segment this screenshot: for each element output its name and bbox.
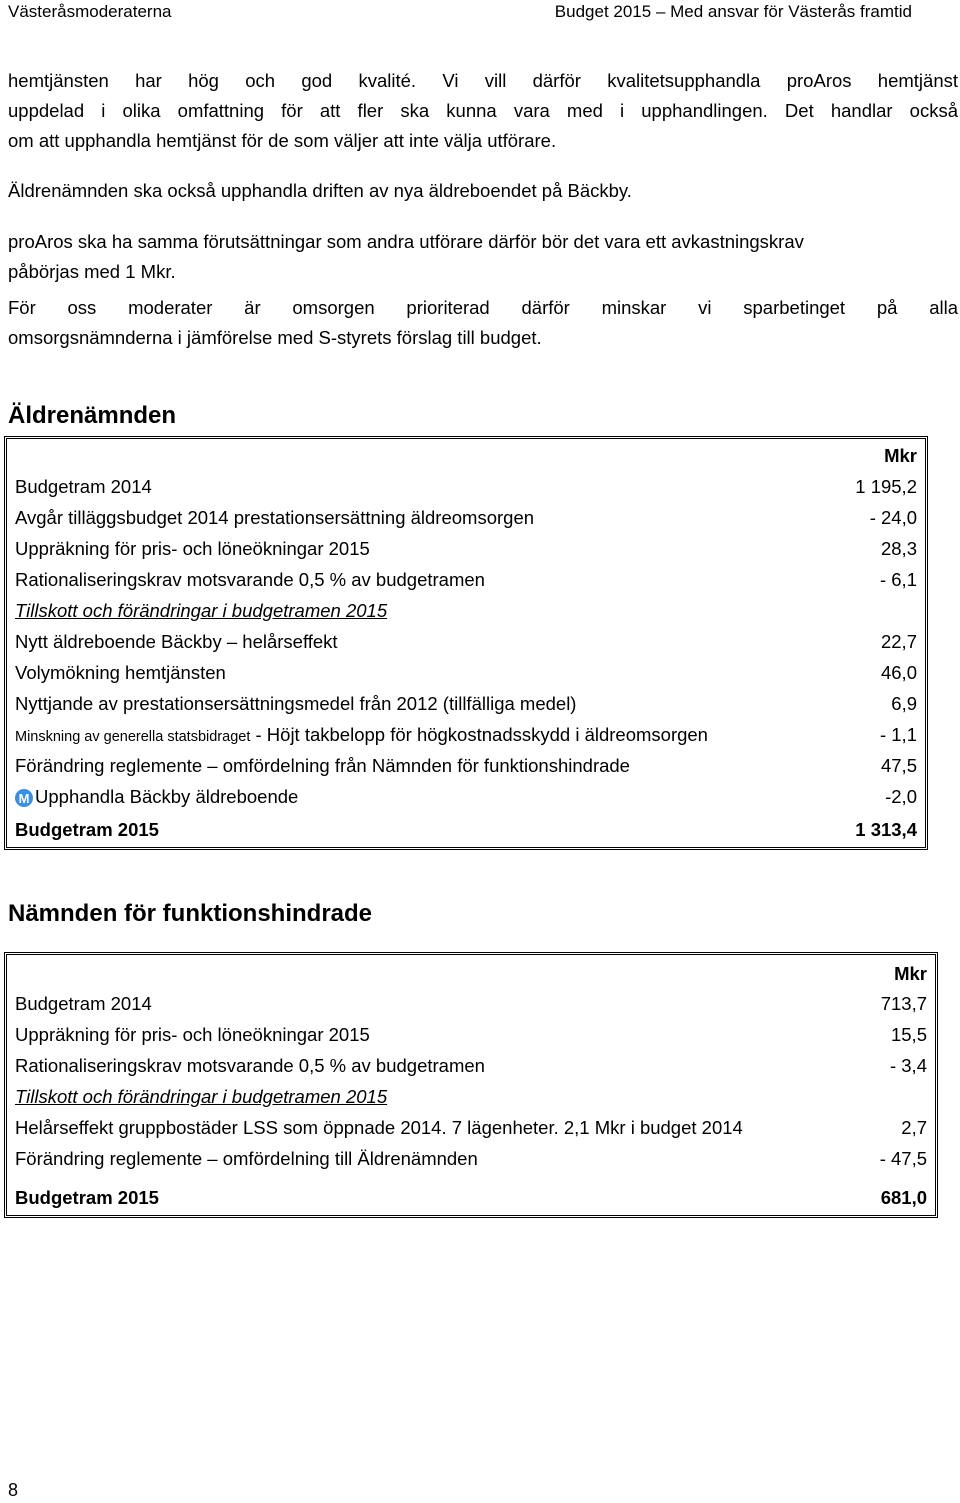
paragraph-4-line-2: omsorgsnämnderna i jämförelse med S-styrets förslag till budget. bbox=[8, 327, 542, 348]
paragraph-1-line-1: hemtjänsten har hög och god kvalité. Vi vill därför kvalitetsupphandla proAros hemtjänst bbox=[8, 70, 958, 91]
paragraph-1 bbox=[8, 66, 958, 156]
row-value: -2,0 bbox=[885, 786, 917, 807]
table-row bbox=[15, 989, 927, 1019]
row-label: Budgetram 2015 bbox=[15, 819, 159, 840]
row-label bbox=[15, 724, 880, 746]
row-label bbox=[15, 786, 885, 808]
table-row bbox=[15, 689, 917, 719]
row-label: Helårseffekt gruppbostäder LSS som öppnade 2014. 7 lägenheter. 2,1 Mkr i budget 2014 bbox=[15, 1117, 743, 1138]
row-value: 15,5 bbox=[890, 1024, 927, 1045]
row-value: - 1,1 bbox=[879, 724, 917, 745]
unit-label: Mkr bbox=[884, 445, 917, 466]
row-value: 22,7 bbox=[880, 631, 917, 652]
paragraph-3 bbox=[8, 227, 958, 287]
page-header bbox=[8, 2, 912, 26]
table-row bbox=[15, 565, 917, 595]
row-label: Budgetram 2014 bbox=[15, 476, 152, 497]
table-row bbox=[15, 503, 917, 533]
row-subheading: Tillskott och förändringar i budgetramen 2015 bbox=[15, 600, 388, 621]
row-label: Budgetram 2015 bbox=[15, 1187, 159, 1208]
row-value: - 6,1 bbox=[879, 569, 917, 590]
row-label: Förändring reglemente – omfördelning från Nämnden för funktionshindrade bbox=[15, 755, 630, 776]
aldre-budget-table bbox=[4, 436, 928, 850]
paragraph-2 bbox=[8, 176, 958, 206]
row-value: - 47,5 bbox=[879, 1148, 927, 1169]
table-row bbox=[15, 751, 917, 781]
row-value: 46,0 bbox=[880, 662, 917, 683]
paragraph-4-line-1: För oss moderater är omsorgen prioriterad därför minskar vi sparbetinget på alla bbox=[8, 297, 958, 318]
row-label: Rationaliseringskrav motsvarande 0,5 % av budgetramen bbox=[15, 569, 485, 590]
table-header-row bbox=[15, 959, 927, 989]
paragraph-1-line-3: om att upphandla hemtjänst för de som väljer att inte välja utförare. bbox=[8, 130, 557, 151]
row-label: Uppräkning för pris- och löneökningar 2015 bbox=[15, 538, 370, 559]
row-label: Förändring reglemente – omfördelning till Äldrenämnden bbox=[15, 1148, 478, 1169]
table-row bbox=[15, 1113, 927, 1143]
row-subheading: Tillskott och förändringar i budgetramen 2015 bbox=[15, 1086, 388, 1107]
funk-section-title: Nämnden för funktionshindrade bbox=[8, 900, 373, 927]
table-subheading-row bbox=[15, 1082, 927, 1112]
table-total-row bbox=[15, 815, 917, 845]
row-label: Volymökning hemtjänsten bbox=[15, 662, 226, 683]
paragraph-3-line-1: proAros ska ha samma förutsättningar som andra utförare därför bör det vara ett avkastningskrav bbox=[8, 231, 804, 252]
table-row bbox=[15, 782, 917, 812]
row-label: Avgår tilläggsbudget 2014 prestationsersättning äldreomsorgen bbox=[15, 507, 535, 528]
header-right: Budget 2015 – Med ansvar för Västerås framtid bbox=[554, 2, 912, 21]
page-number: 8 bbox=[8, 1480, 19, 1500]
row-value: 713,7 bbox=[880, 993, 927, 1014]
table-row bbox=[15, 472, 917, 502]
header-left: Västeråsmoderaterna bbox=[8, 2, 172, 21]
row-value: 28,3 bbox=[880, 538, 917, 559]
row-value: 1 313,4 bbox=[855, 819, 917, 840]
row-label-small: Minskning av generella statsbidraget bbox=[15, 729, 251, 745]
funk-budget-table bbox=[4, 952, 938, 1218]
row-value: - 3,4 bbox=[889, 1055, 927, 1076]
row-label: Rationaliseringskrav motsvarande 0,5 % av budgetramen bbox=[15, 1055, 485, 1076]
row-label: Budgetram 2014 bbox=[15, 993, 152, 1014]
table-total-row bbox=[15, 1183, 927, 1213]
row-value: 1 195,2 bbox=[855, 476, 917, 497]
table-row bbox=[15, 1051, 927, 1081]
table-row bbox=[15, 658, 917, 688]
row-value: 6,9 bbox=[891, 693, 917, 714]
paragraph-3-line-2: påbörjas med 1 Mkr. bbox=[8, 261, 176, 282]
unit-label: Mkr bbox=[894, 963, 927, 984]
row-value: 2,7 bbox=[901, 1117, 927, 1138]
table-header-row bbox=[15, 441, 917, 471]
row-label: Uppräkning för pris- och löneökningar 2015 bbox=[15, 1024, 370, 1045]
paragraph-1-line-2: uppdelad i olika omfattning för att fler ska kunna vara med i upphandlingen. Det handlar också bbox=[8, 100, 958, 121]
row-value: 681,0 bbox=[880, 1187, 927, 1208]
table-row bbox=[15, 627, 917, 657]
table-row bbox=[15, 534, 917, 564]
table-row bbox=[15, 720, 917, 750]
row-label: Nyttjande av prestationsersättningsmedel från 2012 (tillfälliga medel) bbox=[15, 693, 577, 714]
row-label: Nytt äldreboende Bäckby – helårseffekt bbox=[15, 631, 338, 652]
paragraph-4 bbox=[8, 293, 958, 353]
row-label-rest: - Höjt takbelopp för högkostnadsskydd i äldreomsorgen bbox=[250, 724, 708, 745]
moderaterna-logo-icon: M bbox=[15, 789, 33, 807]
paragraph-2-text: Äldrenämnden ska också upphandla driften av nya äldreboendet på Bäckby. bbox=[8, 180, 632, 201]
table-row bbox=[15, 1144, 927, 1174]
aldre-section-title: Äldrenämnden bbox=[8, 402, 177, 429]
table-subheading-row bbox=[15, 596, 917, 626]
row-value: - 24,0 bbox=[869, 507, 917, 528]
row-value: 47,5 bbox=[880, 755, 917, 776]
table-row bbox=[15, 1020, 927, 1050]
row-label-text: Upphandla Bäckby äldreboende bbox=[35, 786, 299, 807]
